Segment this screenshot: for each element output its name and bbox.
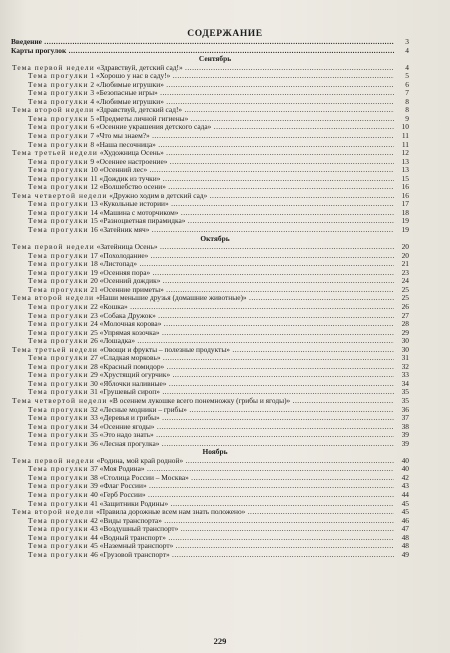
toc-walk-entry (0, 132, 450, 141)
toc-walk-entry (0, 465, 450, 474)
entry-title: 27 «Сладкая морковь» (90, 354, 161, 363)
entry-label (28, 115, 394, 124)
entry-page-number: 35 (401, 395, 409, 405)
entry-label (28, 525, 394, 534)
month-heading (0, 448, 450, 457)
entry-prefix: Тема прогулки (28, 328, 89, 337)
entry-title: 43 «Воздушный транспорт» (90, 525, 179, 534)
entry-page-number: 45 (401, 507, 409, 517)
toc-section-entry (0, 38, 450, 47)
entry-label (28, 217, 394, 226)
entry-label (28, 132, 394, 141)
toc-walk-entry (0, 141, 450, 150)
entry-page-number: 18 (401, 207, 409, 217)
toc-walk-entry (0, 303, 450, 312)
toc-walk-entry (0, 217, 450, 226)
entry-prefix: Тема прогулки (28, 550, 89, 559)
entry-title: 44 «Водный транспорт» (90, 533, 166, 542)
toc-walk-entry (0, 72, 450, 81)
entry-title: «В осеннем лукошке всего понемножку (грибы и ягоды)» (109, 396, 291, 405)
toc-walk-entry (0, 363, 450, 372)
entry-label: Карты прогулок ..... (11, 47, 394, 56)
entry-title: «Правила дорожные всем нам знать положено» (96, 508, 246, 517)
entry-label (28, 363, 394, 372)
entry-title: 20 «Осенний дождик» (90, 277, 161, 286)
entry-prefix: Тема прогулки (28, 217, 89, 226)
toc-walk-entry (0, 431, 450, 440)
entry-title: 26 «Лошадка» (90, 337, 136, 346)
entry-page-number: 11 (401, 139, 409, 149)
entry-title: 5 «Предметы личной гигиены» (90, 114, 189, 123)
toc-walk-entry (0, 175, 450, 184)
entry-title: 38 «Столица России – Москва» (90, 473, 189, 482)
entry-prefix: Тема первой недели (12, 456, 95, 465)
entry-page-number: 43 (401, 481, 409, 491)
entry-prefix: Тема первой недели (12, 243, 95, 252)
entry-page-number: 6 (405, 79, 409, 89)
entry-page-number: 34 (401, 378, 409, 388)
entry-page-number: 12 (401, 148, 409, 158)
entry-page-number: 26 (401, 301, 409, 311)
entry-label (12, 346, 394, 355)
toc-walk-entry (0, 320, 450, 329)
toc-walk-entry (0, 166, 450, 175)
toc-week-entry (0, 64, 450, 73)
entry-page-number: 36 (401, 404, 409, 414)
entry-label (28, 414, 394, 423)
entry-page-number: 15 (401, 173, 409, 183)
entry-prefix: Тема третьей недели (12, 149, 98, 158)
toc-walk-entry (0, 525, 450, 534)
entry-prefix: Тема прогулки (28, 414, 89, 423)
entry-title: 35 «Это надо знать» (90, 431, 154, 440)
entry-title: 3 «Безопасные игры» (90, 89, 158, 98)
entry-title: «Здравствуй, детский сад!» (96, 63, 183, 72)
entry-prefix: Тема прогулки (28, 533, 89, 542)
entry-label (28, 517, 394, 526)
toc-week-entry (0, 106, 450, 115)
entry-page-number: 35 (401, 387, 409, 397)
entry-title: 17 «Похолодание» (90, 251, 149, 260)
entry-prefix: Тема прогулки (28, 123, 89, 132)
entry-label (28, 277, 394, 286)
entry-page-number: 48 (401, 532, 409, 542)
entry-prefix: Тема прогулки (28, 354, 89, 363)
entry-title: 24 «Молочная корова» (90, 320, 162, 329)
entry-label (12, 457, 394, 466)
toc-walk-entry (0, 500, 450, 509)
entry-prefix: Тема прогулки (28, 516, 89, 525)
entry-label (28, 491, 394, 500)
entry-title: 10 «Осенний лес» (90, 166, 148, 175)
entry-label (28, 81, 394, 90)
entry-prefix: Тема прогулки (28, 268, 89, 277)
entry-prefix: Тема прогулки (28, 89, 89, 98)
entry-page-number: 45 (401, 498, 409, 508)
entry-label (12, 397, 394, 406)
entry-prefix: Тема прогулки (28, 490, 89, 499)
entry-page-number: 32 (401, 361, 409, 371)
entry-label (28, 500, 394, 509)
entry-prefix: Тема прогулки (28, 422, 89, 431)
toc-walk-entry (0, 551, 450, 560)
entry-label (12, 243, 394, 252)
entry-title: «Художница Осень» (99, 149, 164, 158)
toc-walk-entry (0, 260, 450, 269)
entry-label (28, 72, 394, 81)
entry-page-number: 19 (401, 225, 409, 235)
toc-walk-entry (0, 209, 450, 218)
entry-prefix: Тема прогулки (28, 80, 89, 89)
toc-walk-entry (0, 89, 450, 98)
toc-walk-entry (0, 81, 450, 90)
toc-walk-entry (0, 183, 450, 192)
entry-page-number: 8 (405, 105, 409, 115)
entry-label (28, 482, 394, 491)
entry-prefix: Тема второй недели (12, 106, 95, 115)
entry-label (28, 252, 394, 261)
entry-title: 36 «Лесная прогулка» (90, 439, 160, 448)
entry-label: Введение ..... (11, 38, 394, 47)
entry-label (12, 64, 394, 73)
entry-prefix: Тема прогулки (28, 542, 89, 551)
entry-prefix: Тема прогулки (28, 114, 89, 123)
entry-label (28, 406, 394, 415)
entry-prefix: Тема третьей недели (12, 345, 98, 354)
entry-title: 14 «Машина с моторчиком» (90, 208, 179, 217)
entry-title: 28 «Красный помидор» (90, 362, 165, 371)
entry-label (28, 312, 394, 321)
entry-title: 34 «Осенние ягоды» (90, 422, 155, 431)
entry-label (12, 106, 394, 115)
table-of-contents (0, 38, 450, 559)
entry-title: «Наши меньшие друзья (домашние животные)» (96, 294, 247, 303)
entry-prefix: Тема прогулки (28, 388, 89, 397)
toc-week-entry (0, 508, 450, 517)
entry-prefix: Тема прогулки (28, 405, 89, 414)
toc-walk-entry (0, 286, 450, 295)
toc-walk-entry (0, 312, 450, 321)
entry-title: «Овощи и фрукты – полезные продукты» (99, 345, 231, 354)
entry-page-number: 17 (401, 199, 409, 209)
entry-prefix: Тема прогулки (28, 379, 89, 388)
entry-page-number: 38 (401, 421, 409, 431)
month-label: Октябрь (200, 233, 230, 243)
entry-prefix: Тема прогулки (28, 525, 89, 534)
entry-label (28, 175, 394, 184)
entry-label (28, 98, 394, 107)
entry-page-number: 3 (405, 37, 409, 46)
toc-walk-entry (0, 158, 450, 167)
entry-page-number: 28 (401, 319, 409, 329)
entry-page-number: 23 (401, 267, 409, 277)
entry-prefix: Тема прогулки (28, 183, 89, 192)
entry-prefix: Тема второй недели (12, 508, 95, 517)
entry-label (28, 354, 394, 363)
entry-label (28, 123, 394, 132)
entry-page-number: 33 (401, 370, 409, 380)
entry-page-number: 46 (401, 515, 409, 525)
entry-page-number: 10 (401, 122, 409, 132)
toc-week-entry (0, 243, 450, 252)
entry-prefix: Тема прогулки (28, 311, 89, 320)
entry-page-number: 5 (405, 71, 409, 81)
entry-label (28, 158, 394, 167)
entry-page-number: 9 (405, 113, 409, 123)
entry-prefix: Тема прогулки (28, 371, 89, 380)
entry-label (28, 286, 394, 295)
entry-page-number: 27 (401, 310, 409, 320)
entry-title: 15 «Разноцветная пирамидка» (90, 217, 186, 226)
entry-label (28, 183, 394, 192)
toc-week-entry (0, 457, 450, 466)
entry-title: 25 «Упрямая козочка» (90, 328, 160, 337)
entry-title: 8 «Наша песочница» (90, 140, 156, 149)
entry-title: 33 «Деревья и грибы» (90, 414, 160, 423)
entry-prefix: Тема прогулки (28, 226, 89, 235)
entry-title: 11 «Дождик из тучки» (90, 174, 161, 183)
entry-prefix: Тема прогулки (28, 97, 89, 106)
toc-walk-entry (0, 354, 450, 363)
entry-title: 4 «Любимые игрушки» (90, 97, 164, 106)
entry-prefix: Тема первой недели (12, 63, 95, 72)
entry-prefix: Тема прогулки (28, 140, 89, 149)
entry-page-number: 31 (401, 353, 409, 363)
entry-title: «Дружно ходим в детский сад» (109, 191, 208, 200)
entry-label (28, 320, 394, 329)
entry-page-number: 7 (405, 88, 409, 98)
entry-label (28, 380, 394, 389)
entry-label (28, 303, 394, 312)
toc-week-entry (0, 397, 450, 406)
entry-page-number: 37 (401, 413, 409, 423)
entry-prefix: Тема прогулки (28, 174, 89, 183)
entry-page-number: 39 (401, 438, 409, 448)
entry-title: 30 «Яблочки наливные» (90, 379, 167, 388)
entry-title: 13 «Кукольные истории» (90, 200, 169, 209)
entry-page-number: 29 (401, 327, 409, 337)
entry-prefix: Тема второй недели (12, 294, 95, 303)
month-heading (0, 235, 450, 244)
entry-page-number: 13 (401, 165, 409, 175)
toc-walk-entry (0, 269, 450, 278)
entry-prefix: Тема прогулки (28, 337, 89, 346)
entry-title: 2 «Любимые игрушки» (90, 80, 164, 89)
month-label: Ноябрь (202, 447, 228, 457)
entry-page-number: 13 (401, 156, 409, 166)
toc-walk-entry (0, 423, 450, 432)
toc-walk-entry (0, 371, 450, 380)
entry-prefix: Тема прогулки (28, 439, 89, 448)
toc-week-entry (0, 149, 450, 158)
toc-walk-entry (0, 517, 450, 526)
month-heading (0, 55, 450, 64)
entry-page-number: 25 (401, 293, 409, 303)
entry-page-number: 4 (405, 62, 409, 72)
entry-title: 19 «Осенняя пора» (90, 268, 151, 277)
toc-walk-entry (0, 98, 450, 107)
toc-walk-entry (0, 491, 450, 500)
toc-walk-entry (0, 388, 450, 397)
entry-title: 45 «Наземный транспорт» (90, 542, 174, 551)
entry-label (28, 542, 394, 551)
toc-week-entry (0, 294, 450, 303)
entry-title: «Здравствуй, детский сад!» (96, 106, 183, 115)
entry-label (28, 269, 394, 278)
entry-label (28, 89, 394, 98)
entry-page-number: 44 (401, 489, 409, 499)
entry-label (12, 192, 394, 201)
entry-title: 6 «Осенние украшения детского сада» (90, 123, 212, 132)
entry-prefix: Тема прогулки (28, 251, 89, 260)
entry-title: 22 «Кошка» (90, 302, 128, 311)
entry-page-number: 48 (401, 541, 409, 551)
entry-title: 16 «Затейник мяч» (90, 226, 150, 235)
entry-page-number: 16 (401, 182, 409, 192)
entry-title: 29 «Хрустящий огурчик» (90, 371, 171, 380)
toc-walk-entry (0, 329, 450, 338)
entry-label (28, 465, 394, 474)
toc-walk-entry (0, 406, 450, 415)
entry-page-number: 40 (401, 464, 409, 474)
entry-title: 1 «Хорошо у нас в саду!» (90, 72, 171, 81)
entry-title: 31 «Грушевый сироп» (90, 388, 160, 397)
entry-label (28, 474, 394, 483)
toc-walk-entry (0, 482, 450, 491)
entry-label (28, 431, 394, 440)
entry-prefix: Тема прогулки (28, 482, 89, 491)
entry-title: 41 «Защитники Родины» (90, 499, 169, 508)
entry-prefix: Тема прогулки (28, 362, 89, 371)
entry-page-number: 4 (405, 45, 409, 55)
entry-label (12, 294, 394, 303)
entry-title: 12 «Волшебство осени» (90, 183, 166, 192)
toc-walk-entry (0, 542, 450, 551)
toc-walk-entry (0, 277, 450, 286)
entry-page-number: 25 (401, 284, 409, 294)
entry-prefix: Тема прогулки (28, 473, 89, 482)
page-title: СОДЕРЖАНИЕ (187, 29, 263, 39)
entry-page-number: 24 (401, 276, 409, 286)
entry-label (28, 337, 394, 346)
entry-page-number: 21 (401, 259, 409, 269)
entry-page-number: 49 (401, 549, 409, 559)
entry-title: 39 «Флаг России» (90, 482, 147, 491)
entry-prefix: Тема прогулки (28, 260, 89, 269)
entry-page-number: 20 (401, 242, 409, 252)
entry-label (28, 388, 394, 397)
entry-title: 46 «Грузовой транспорт» (90, 550, 170, 559)
entry-title: 40 «Герб России» (90, 490, 146, 499)
toc-walk-entry (0, 252, 450, 261)
entry-label (28, 371, 394, 380)
entry-label (12, 508, 394, 517)
toc-week-entry (0, 346, 450, 355)
page-number: 229 (213, 636, 227, 646)
entry-page-number: 8 (405, 96, 409, 106)
toc-walk-entry (0, 123, 450, 132)
entry-title: 23 «Собака Дружок» (90, 311, 156, 320)
entry-prefix: Тема прогулки (28, 200, 89, 209)
entry-title: 37 «Моя Родина» (90, 465, 145, 474)
entry-page-number: 47 (401, 524, 409, 534)
month-label: Сентябрь (198, 54, 232, 64)
entry-prefix: Тема четвертой недели (12, 191, 108, 200)
toc-walk-entry (0, 474, 450, 483)
entry-prefix: Тема прогулки (28, 320, 89, 329)
entry-prefix: Тема прогулки (28, 72, 89, 81)
toc-walk-entry (0, 115, 450, 124)
entry-label (28, 551, 394, 560)
entry-title: 7 «Что мы знаем?» (90, 132, 150, 141)
entry-page-number: 40 (401, 455, 409, 465)
toc-walk-entry (0, 200, 450, 209)
entry-label (28, 141, 394, 150)
entry-page-number: 39 (401, 430, 409, 440)
toc-week-entry (0, 192, 450, 201)
entry-label (28, 260, 394, 269)
entry-title: 9 «Осеннее настроение» (90, 157, 168, 166)
entry-page-number: 42 (401, 472, 409, 482)
entry-prefix: Тема четвертой недели (12, 396, 108, 405)
entry-label (28, 534, 394, 543)
entry-prefix: Тема прогулки (28, 302, 89, 311)
toc-walk-entry (0, 534, 450, 543)
entry-label (28, 209, 394, 218)
entry-prefix: Тема прогулки (28, 277, 89, 286)
entry-prefix: Тема прогулки (28, 499, 89, 508)
entry-title: 42 «Виды транспорта» (90, 516, 162, 525)
entry-page-number: 30 (401, 336, 409, 346)
entry-prefix: Тема прогулки (28, 157, 89, 166)
entry-title: 18 «Листопад» (90, 260, 138, 269)
entry-page-number: 30 (401, 344, 409, 354)
toc-walk-entry (0, 380, 450, 389)
toc-walk-entry (0, 414, 450, 423)
entry-page-number: 11 (401, 131, 409, 141)
entry-prefix: Тема прогулки (28, 285, 89, 294)
entry-label (28, 329, 394, 338)
entry-page-number: 19 (401, 216, 409, 226)
entry-title: 21 «Осенние приметы» (90, 285, 164, 294)
entry-prefix: Тема прогулки (28, 465, 89, 474)
entry-title: «Затейница Осень» (96, 243, 158, 252)
entry-label (12, 149, 394, 158)
entry-label (28, 423, 394, 432)
entry-page-number: 20 (401, 250, 409, 260)
entry-prefix: Тема прогулки (28, 132, 89, 141)
entry-page-number: 16 (401, 190, 409, 200)
entry-title: 32 «Лесные модники – грибы» (90, 405, 187, 414)
entry-label (28, 166, 394, 175)
entry-title: «Родина, мой край родной» (96, 456, 184, 465)
entry-label (28, 200, 394, 209)
entry-prefix: Тема прогулки (28, 431, 89, 440)
entry-prefix: Тема прогулки (28, 208, 89, 217)
toc-walk-entry (0, 337, 450, 346)
entry-prefix: Тема прогулки (28, 166, 89, 175)
